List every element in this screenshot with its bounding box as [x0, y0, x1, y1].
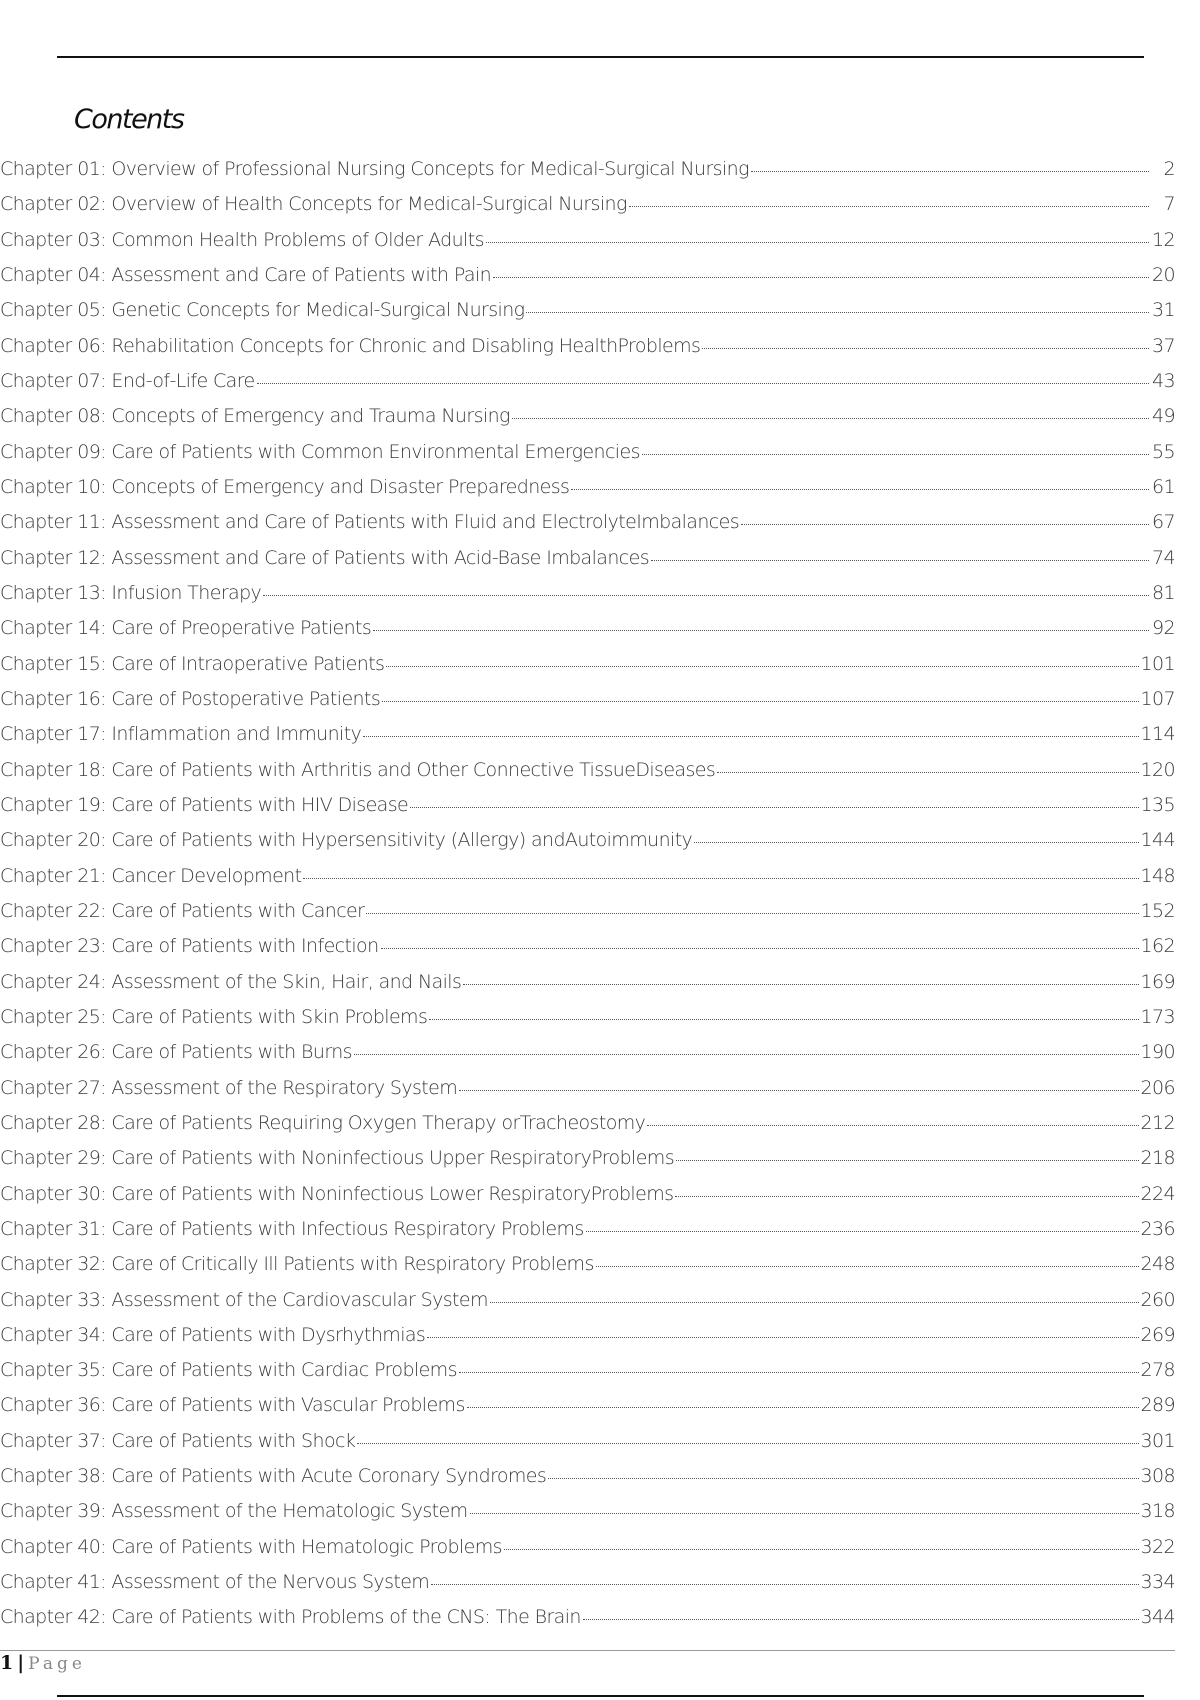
toc-entry-page: 169	[1140, 970, 1175, 993]
toc-entry-title: Chapter 27: Assessment of the Respiratory System	[0, 1076, 458, 1099]
page-footer	[0, 1652, 86, 1674]
toc-dot-leader	[263, 595, 1149, 596]
toc-dot-leader	[363, 736, 1138, 737]
toc-entry-page: 135	[1140, 793, 1175, 816]
toc-entry[interactable]	[0, 1359, 1175, 1394]
toc-entry-page: 67	[1152, 511, 1175, 534]
toc-dot-leader	[493, 277, 1149, 278]
toc-entry-title: Chapter 14: Care of Preoperative Patients	[0, 617, 372, 640]
toc-entry-title: Chapter 15: Care of Intraoperative Patients	[0, 652, 385, 675]
toc-entry-page: 37	[1152, 334, 1175, 357]
toc-entry-title: Chapter 03: Common Health Problems of Older Adults	[0, 228, 484, 251]
toc-entry-title: Chapter 39: Assessment of the Hematologic System	[0, 1500, 468, 1523]
toc-dot-leader	[459, 1372, 1139, 1373]
toc-entry-page: 7	[1163, 193, 1175, 216]
toc-entry-title: Chapter 34: Care of Patients with Dysrhythmias	[0, 1323, 426, 1346]
toc-entry-page: 12	[1152, 228, 1175, 251]
toc-entry[interactable]	[0, 158, 1175, 193]
toc-entry-page: 236	[1140, 1217, 1175, 1240]
toc-dot-leader	[651, 560, 1149, 561]
toc-entry-page: 289	[1140, 1394, 1175, 1417]
toc-dot-leader	[526, 312, 1149, 313]
toc-entry[interactable]	[0, 370, 1175, 405]
toc-entry-title: Chapter 35: Care of Patients with Cardiac Problems	[0, 1359, 457, 1382]
toc-entry-page: 278	[1140, 1359, 1175, 1382]
page-number: 1	[0, 1652, 14, 1674]
toc-entry[interactable]	[0, 229, 1175, 264]
toc-dot-leader	[427, 1337, 1138, 1338]
toc-entry[interactable]	[0, 405, 1175, 440]
toc-entry-title: Chapter 17: Inflammation and Immunity	[0, 723, 362, 746]
toc-entry-page: 74	[1152, 546, 1175, 569]
toc-dot-leader	[548, 1478, 1138, 1479]
toc-dot-leader	[467, 1407, 1139, 1408]
toc-entry[interactable]	[0, 1289, 1175, 1324]
toc-entry-title: Chapter 21: Cancer Development	[0, 864, 302, 887]
toc-entry-title: Chapter 24: Assessment of the Skin, Hair, and Nails	[0, 970, 462, 993]
toc-entry-page: 114	[1140, 723, 1175, 746]
toc-entry-page: 301	[1140, 1429, 1175, 1452]
toc-entry-title: Chapter 42: Care of Patients with Problems of the CNS: The Brain	[0, 1606, 581, 1629]
toc-entry[interactable]	[0, 1112, 1175, 1147]
toc-entry[interactable]	[0, 1500, 1175, 1535]
toc-entry[interactable]	[0, 617, 1175, 652]
toc-entry-page: 224	[1140, 1182, 1175, 1205]
toc-entry-title: Chapter 11: Assessment and Care of Patients with Fluid and ElectrolyteImbalances	[0, 511, 740, 534]
contents-heading: Contents	[74, 104, 184, 135]
toc-dot-leader	[381, 948, 1139, 949]
header-rule	[57, 56, 1144, 58]
toc-dot-leader	[586, 1231, 1139, 1232]
toc-entry-title: Chapter 37: Care of Patients with Shock	[0, 1429, 356, 1452]
toc-entry-title: Chapter 16: Care of Postoperative Patients	[0, 687, 381, 710]
toc-dot-leader	[470, 1513, 1139, 1514]
toc-entry-page: 334	[1140, 1571, 1175, 1594]
toc-entry[interactable]	[0, 829, 1175, 864]
toc-entry-page: 148	[1140, 864, 1175, 887]
toc-entry[interactable]	[0, 1430, 1175, 1465]
footer-rule	[57, 1695, 1144, 1697]
toc-entry-title: Chapter 07: End-of-Life Care	[0, 369, 255, 392]
toc-entry-page: 162	[1140, 935, 1175, 958]
toc-dot-leader	[257, 383, 1149, 384]
toc-entry-title: Chapter 13: Infusion Therapy	[0, 581, 262, 604]
toc-dot-leader	[676, 1160, 1139, 1161]
toc-entry[interactable]	[0, 476, 1175, 511]
toc-entry-title: Chapter 04: Assessment and Care of Patients with Pain	[0, 263, 492, 286]
toc-dot-leader	[596, 1266, 1139, 1267]
toc-entry[interactable]	[0, 688, 1175, 723]
toc-entry[interactable]	[0, 547, 1175, 582]
toc-entry-title: Chapter 08: Concepts of Emergency and Trauma Nursing	[0, 405, 510, 428]
toc-entry-title: Chapter 31: Care of Patients with Infectious Respiratory Problems	[0, 1217, 584, 1240]
toc-entry-title: Chapter 01: Overview of Professional Nursing Concepts for Medical-Surgical Nursing	[0, 158, 749, 180]
toc-entry-title: Chapter 19: Care of Patients with HIV Disease	[0, 793, 409, 816]
table-of-contents	[0, 158, 1175, 1642]
toc-entry-page: 20	[1152, 263, 1175, 286]
toc-entry[interactable]	[0, 1218, 1175, 1253]
footer-divider	[0, 1650, 1175, 1651]
toc-entry-page: 218	[1140, 1147, 1175, 1170]
toc-dot-leader	[583, 1619, 1139, 1620]
toc-entry-page: 120	[1140, 758, 1175, 781]
toc-dot-leader	[675, 1196, 1138, 1197]
toc-entry-title: Chapter 29: Care of Patients with Noninfectious Upper RespiratoryProblems	[0, 1147, 675, 1170]
toc-entry[interactable]	[0, 1606, 1175, 1641]
toc-dot-leader	[647, 1125, 1138, 1126]
toc-dot-leader	[694, 842, 1138, 843]
toc-entry-title: Chapter 02: Overview of Health Concepts for Medical-Surgical Nursing	[0, 193, 627, 216]
toc-dot-leader	[751, 171, 1149, 172]
toc-entry[interactable]	[0, 193, 1175, 228]
toc-entry[interactable]	[0, 1571, 1175, 1606]
toc-entry[interactable]	[0, 1324, 1175, 1359]
toc-entry-title: Chapter 30: Care of Patients with Noninfectious Lower RespiratoryProblems	[0, 1182, 674, 1205]
toc-dot-leader	[463, 984, 1138, 985]
toc-entry-page: 81	[1152, 581, 1175, 604]
toc-dot-leader	[354, 1054, 1139, 1055]
toc-entry[interactable]	[0, 723, 1175, 758]
toc-entry[interactable]	[0, 759, 1175, 794]
footer-separator: |	[17, 1652, 25, 1674]
toc-entry-page: 212	[1140, 1111, 1175, 1134]
toc-entry-title: Chapter 12: Assessment and Care of Patients with Acid-Base Imbalances	[0, 546, 650, 569]
toc-entry-page: 152	[1140, 899, 1175, 922]
toc-entry[interactable]	[0, 1147, 1175, 1182]
toc-entry-page: 31	[1152, 299, 1175, 322]
toc-entry-title: Chapter 38: Care of Patients with Acute Coronary Syndromes	[0, 1465, 547, 1488]
toc-entry[interactable]	[0, 511, 1175, 546]
toc-entry-title: Chapter 33: Assessment of the Cardiovascular System	[0, 1288, 488, 1311]
toc-entry[interactable]	[0, 1006, 1175, 1041]
toc-entry-title: Chapter 28: Care of Patients Requiring Oxygen Therapy orTracheostomy	[0, 1111, 646, 1134]
toc-entry-page: 2	[1163, 158, 1175, 180]
toc-entry-title: Chapter 22: Care of Patients with Cancer	[0, 899, 365, 922]
toc-entry-page: 55	[1152, 440, 1175, 463]
toc-entry[interactable]	[0, 1077, 1175, 1112]
toc-dot-leader	[386, 666, 1138, 667]
toc-entry-page: 318	[1140, 1500, 1175, 1523]
toc-entry-page: 269	[1140, 1323, 1175, 1346]
toc-dot-leader	[702, 348, 1149, 349]
toc-entry[interactable]	[0, 935, 1175, 970]
toc-dot-leader	[571, 489, 1149, 490]
toc-entry[interactable]	[0, 971, 1175, 1006]
toc-entry-page: 144	[1140, 829, 1175, 852]
toc-entry-page: 61	[1152, 475, 1175, 498]
toc-entry-page: 260	[1140, 1288, 1175, 1311]
toc-dot-leader	[431, 1584, 1138, 1585]
toc-entry[interactable]	[0, 335, 1175, 370]
toc-entry[interactable]	[0, 582, 1175, 617]
toc-dot-leader	[629, 206, 1149, 207]
toc-entry-page: 248	[1140, 1253, 1175, 1276]
toc-entry-page: 49	[1152, 405, 1175, 428]
toc-entry-page: 92	[1152, 617, 1175, 640]
toc-dot-leader	[642, 454, 1149, 455]
page-label: Page	[28, 1654, 86, 1674]
toc-dot-leader	[741, 524, 1149, 525]
toc-dot-leader	[303, 878, 1138, 879]
toc-entry-title: Chapter 18: Care of Patients with Arthritis and Other Connective TissueDiseases	[0, 758, 716, 781]
toc-entry-title: Chapter 05: Genetic Concepts for Medical-Surgical Nursing	[0, 299, 525, 322]
toc-entry-title: Chapter 25: Care of Patients with Skin Problems	[0, 1005, 428, 1028]
toc-entry-page: 322	[1140, 1535, 1175, 1558]
toc-dot-leader	[504, 1549, 1139, 1550]
toc-entry-title: Chapter 10: Concepts of Emergency and Disaster Preparedness	[0, 475, 570, 498]
toc-entry[interactable]	[0, 264, 1175, 299]
toc-entry[interactable]	[0, 441, 1175, 476]
toc-entry-title: Chapter 40: Care of Patients with Hematologic Problems	[0, 1535, 502, 1558]
toc-entry-page: 101	[1140, 652, 1175, 675]
toc-entry[interactable]	[0, 653, 1175, 688]
toc-entry[interactable]	[0, 1536, 1175, 1571]
toc-dot-leader	[490, 1302, 1139, 1303]
toc-entry-page: 43	[1152, 369, 1175, 392]
toc-entry[interactable]	[0, 299, 1175, 334]
toc-dot-leader	[512, 418, 1149, 419]
toc-entry-page: 206	[1140, 1076, 1175, 1099]
toc-dot-leader	[357, 1443, 1138, 1444]
toc-entry-title: Chapter 23: Care of Patients with Infection	[0, 935, 379, 958]
toc-entry[interactable]	[0, 1183, 1175, 1218]
toc-entry[interactable]	[0, 794, 1175, 829]
toc-entry[interactable]	[0, 1253, 1175, 1288]
toc-dot-leader	[373, 630, 1149, 631]
toc-entry[interactable]	[0, 865, 1175, 900]
toc-dot-leader	[429, 1019, 1138, 1020]
toc-entry-title: Chapter 20: Care of Patients with Hypersensitivity (Allergy) andAutoimmunity	[0, 829, 693, 852]
toc-entry-title: Chapter 36: Care of Patients with Vascular Problems	[0, 1394, 465, 1417]
toc-entry-title: Chapter 06: Rehabilitation Concepts for Chronic and Disabling HealthProblems	[0, 334, 701, 357]
toc-dot-leader	[410, 807, 1138, 808]
toc-entry-page: 308	[1140, 1465, 1175, 1488]
toc-entry[interactable]	[0, 1041, 1175, 1076]
toc-entry-title: Chapter 32: Care of Critically Ill Patients with Respiratory Problems	[0, 1253, 594, 1276]
toc-dot-leader	[382, 701, 1138, 702]
toc-dot-leader	[366, 913, 1138, 914]
toc-dot-leader	[459, 1090, 1138, 1091]
toc-entry[interactable]	[0, 1465, 1175, 1500]
toc-dot-leader	[717, 772, 1138, 773]
toc-entry-page: 173	[1140, 1005, 1175, 1028]
toc-entry-title: Chapter 26: Care of Patients with Burns	[0, 1041, 352, 1064]
toc-entry-page: 107	[1140, 687, 1175, 710]
toc-dot-leader	[486, 242, 1149, 243]
toc-entry-page: 344	[1140, 1606, 1175, 1629]
toc-entry-page: 190	[1140, 1041, 1175, 1064]
toc-entry-title: Chapter 09: Care of Patients with Common Environmental Emergencies	[0, 440, 640, 463]
toc-entry[interactable]	[0, 1394, 1175, 1429]
toc-entry-title: Chapter 41: Assessment of the Nervous System	[0, 1571, 430, 1594]
toc-entry[interactable]	[0, 900, 1175, 935]
